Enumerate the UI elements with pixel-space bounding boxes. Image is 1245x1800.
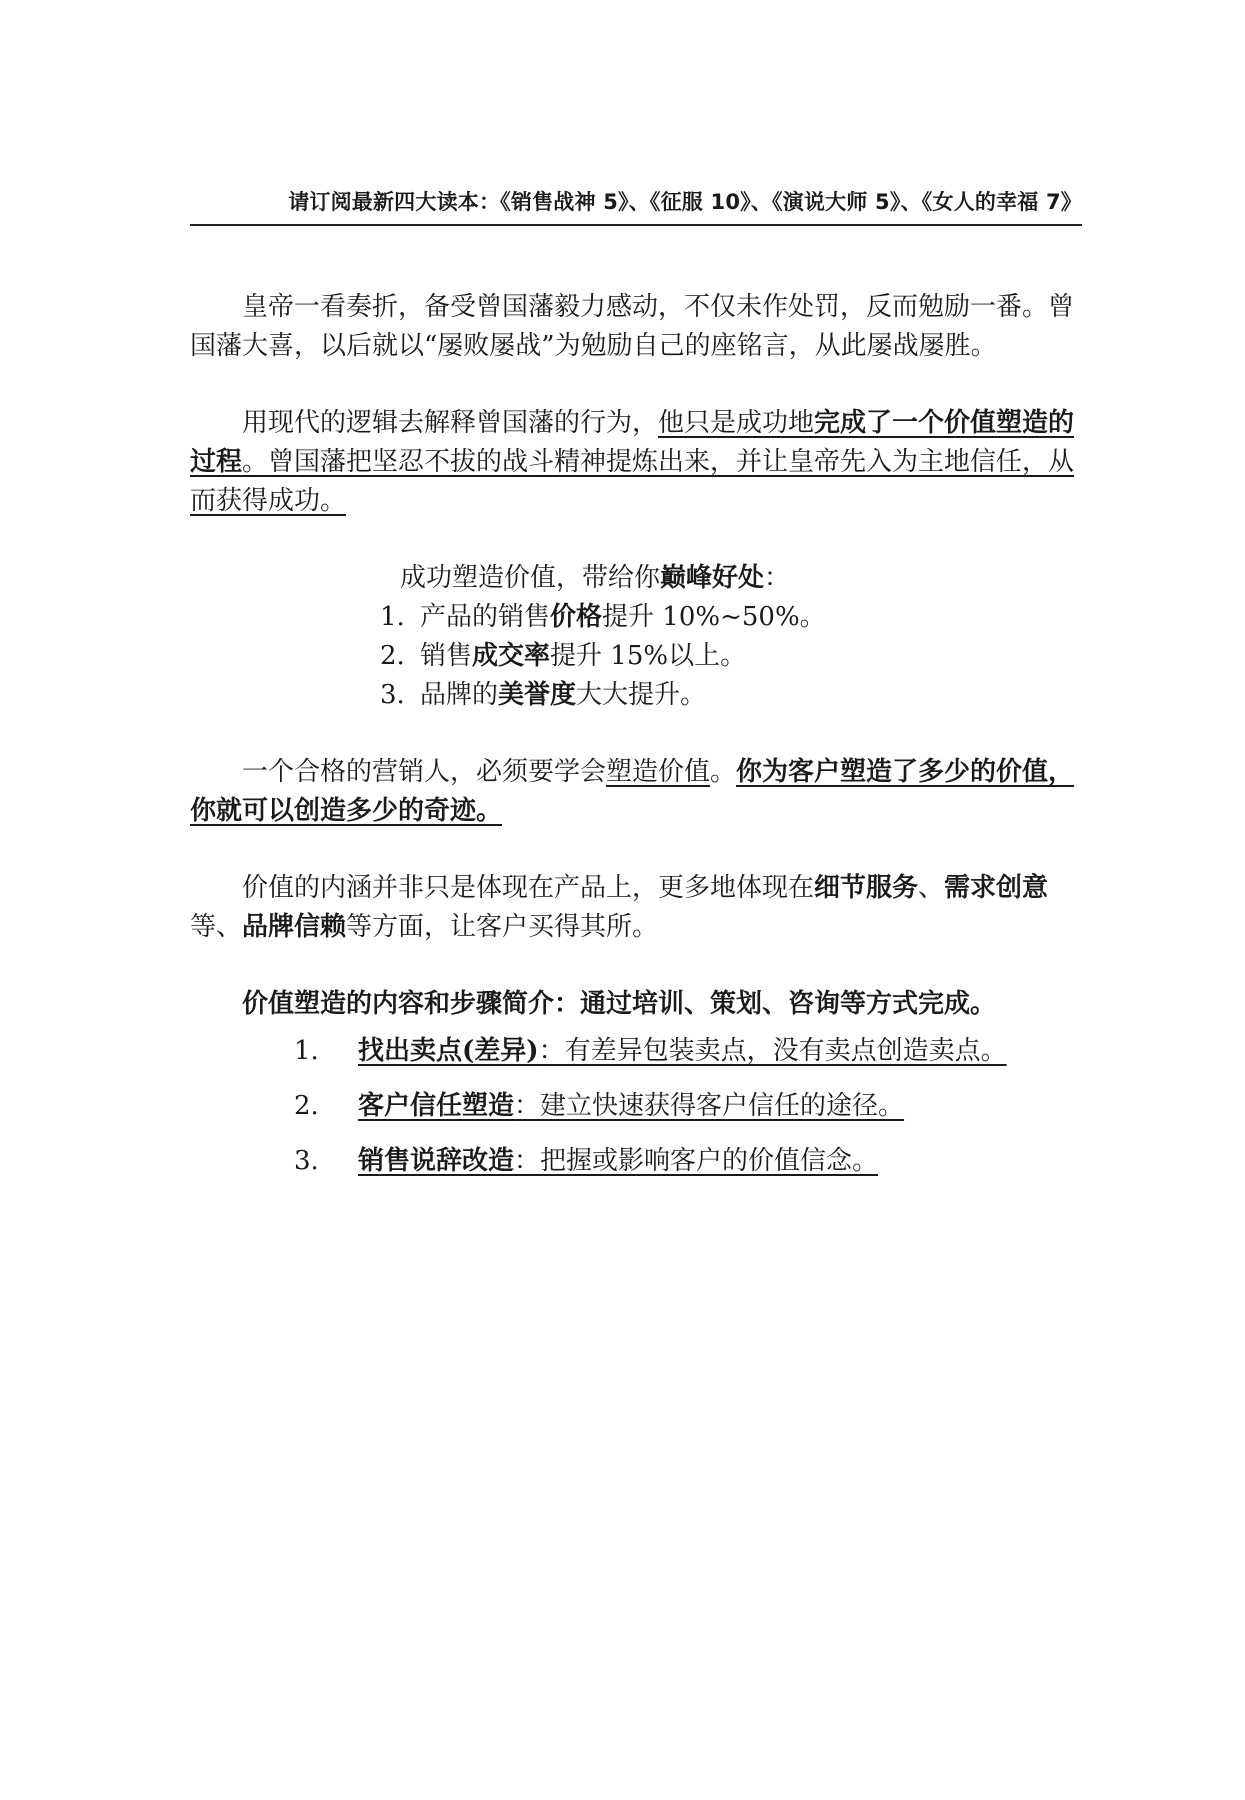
list-bold: 美誉度 [498,680,577,710]
paragraph-4-text: 等方面，让客户买得其所。 [346,912,659,942]
paragraph-2 [190,404,1080,521]
list-text: 销售 [420,641,473,671]
document-body [190,288,1080,1189]
step-title: 销售说辞改造 [358,1146,515,1176]
paragraph-3 [190,753,1080,831]
paragraph-5: 价值塑造的内容和步骤简介：通过培训、策划、咨询等方式完成。 [242,989,997,1019]
list-number: 1. [380,602,405,632]
paragraph-4-bold: 细节服务 [814,873,919,903]
paragraph-4 [190,869,1080,947]
list-item [380,598,1080,637]
step-title: 客户信任塑造 [358,1091,515,1121]
list-bold: 价格 [550,602,603,632]
step-desc: ：建立快速获得客户信任的途径。 [514,1091,905,1121]
list-number: 2. [380,641,405,671]
list-text: 提升 10%~50%。 [602,602,826,632]
benefits-intro-c: ： [764,563,791,593]
list-number: 3. [380,680,405,710]
benefits-intro-bold: 巅峰好处 [660,563,765,593]
list-number: 3. [294,1146,319,1176]
list-item [380,676,1080,715]
benefits-list [380,598,1080,715]
page-header [190,186,1082,226]
paragraph-4-text: 、 [918,873,945,903]
steps-list [294,1024,1080,1189]
step-desc: ：有差异包装卖点，没有卖点创造卖点。 [538,1036,1007,1066]
paragraph-3-underline-bold: 你为客户塑造了多少的价值，你就可以创造多少的奇迹。 [190,757,1075,826]
paragraph-4-text: 等、 [190,912,243,942]
list-bold: 成交率 [472,641,551,671]
paragraph-4-bold: 品牌信赖 [242,912,347,942]
paragraph-3-punct: 。 [710,757,737,787]
paragraph-2-underline-1: 他只是成功地 [658,408,815,438]
paragraph-4-text: 价值的内涵并非只是体现在产品上，更多地体现在 [242,873,815,903]
list-number: 1. [294,1036,319,1066]
list-text: 提升 15%以上。 [550,641,747,671]
list-item [380,637,1080,676]
paragraph-2-lead: 用现代的逻辑去解释曾国藩的行为， [242,408,659,438]
paragraph-3-lead: 一个合格的营销人，必须要学会 [242,757,607,787]
list-item [294,1079,1080,1134]
list-item [294,1134,1080,1189]
paragraph-2-underline-2: 。曾国藩把坚忍不拔的战斗精神提炼出来，并让皇帝先入为主地信任，从而获得成功。 [190,447,1075,516]
paragraph-3-underline: 塑造价值 [606,757,711,787]
paragraph-2-underline-bold: 完成了一个价值塑造的过程 [190,408,1075,477]
benefits-intro-a: 成功塑造价值，带给你 [400,563,661,593]
list-text: 产品的销售 [420,602,551,632]
paragraph-4-bold: 需求创意 [944,873,1049,903]
paragraph-1: 皇帝一看奏折，备受曾国藩毅力感动，不仅未作处罚，反而勉励一番。曾国藩大喜，以后就以“屡败屡战”为勉励自己的座铭言，从此屡战屡胜。 [190,292,1075,361]
step-desc: ：把握或影响客户的价值信念。 [514,1146,879,1176]
benefits-block [380,559,1080,715]
list-text: 大大提升。 [576,680,707,710]
list-number: 2. [294,1091,319,1121]
list-item [294,1024,1080,1079]
header-text: 请订阅最新四大读本：《销售战神 5》、《征服 10》、《演说大师 5》、《女人的幸福 7》 [288,190,1082,214]
list-text: 品牌的 [420,680,499,710]
step-title: 找出卖点(差异) [358,1036,539,1066]
benefits-intro [400,559,1080,598]
